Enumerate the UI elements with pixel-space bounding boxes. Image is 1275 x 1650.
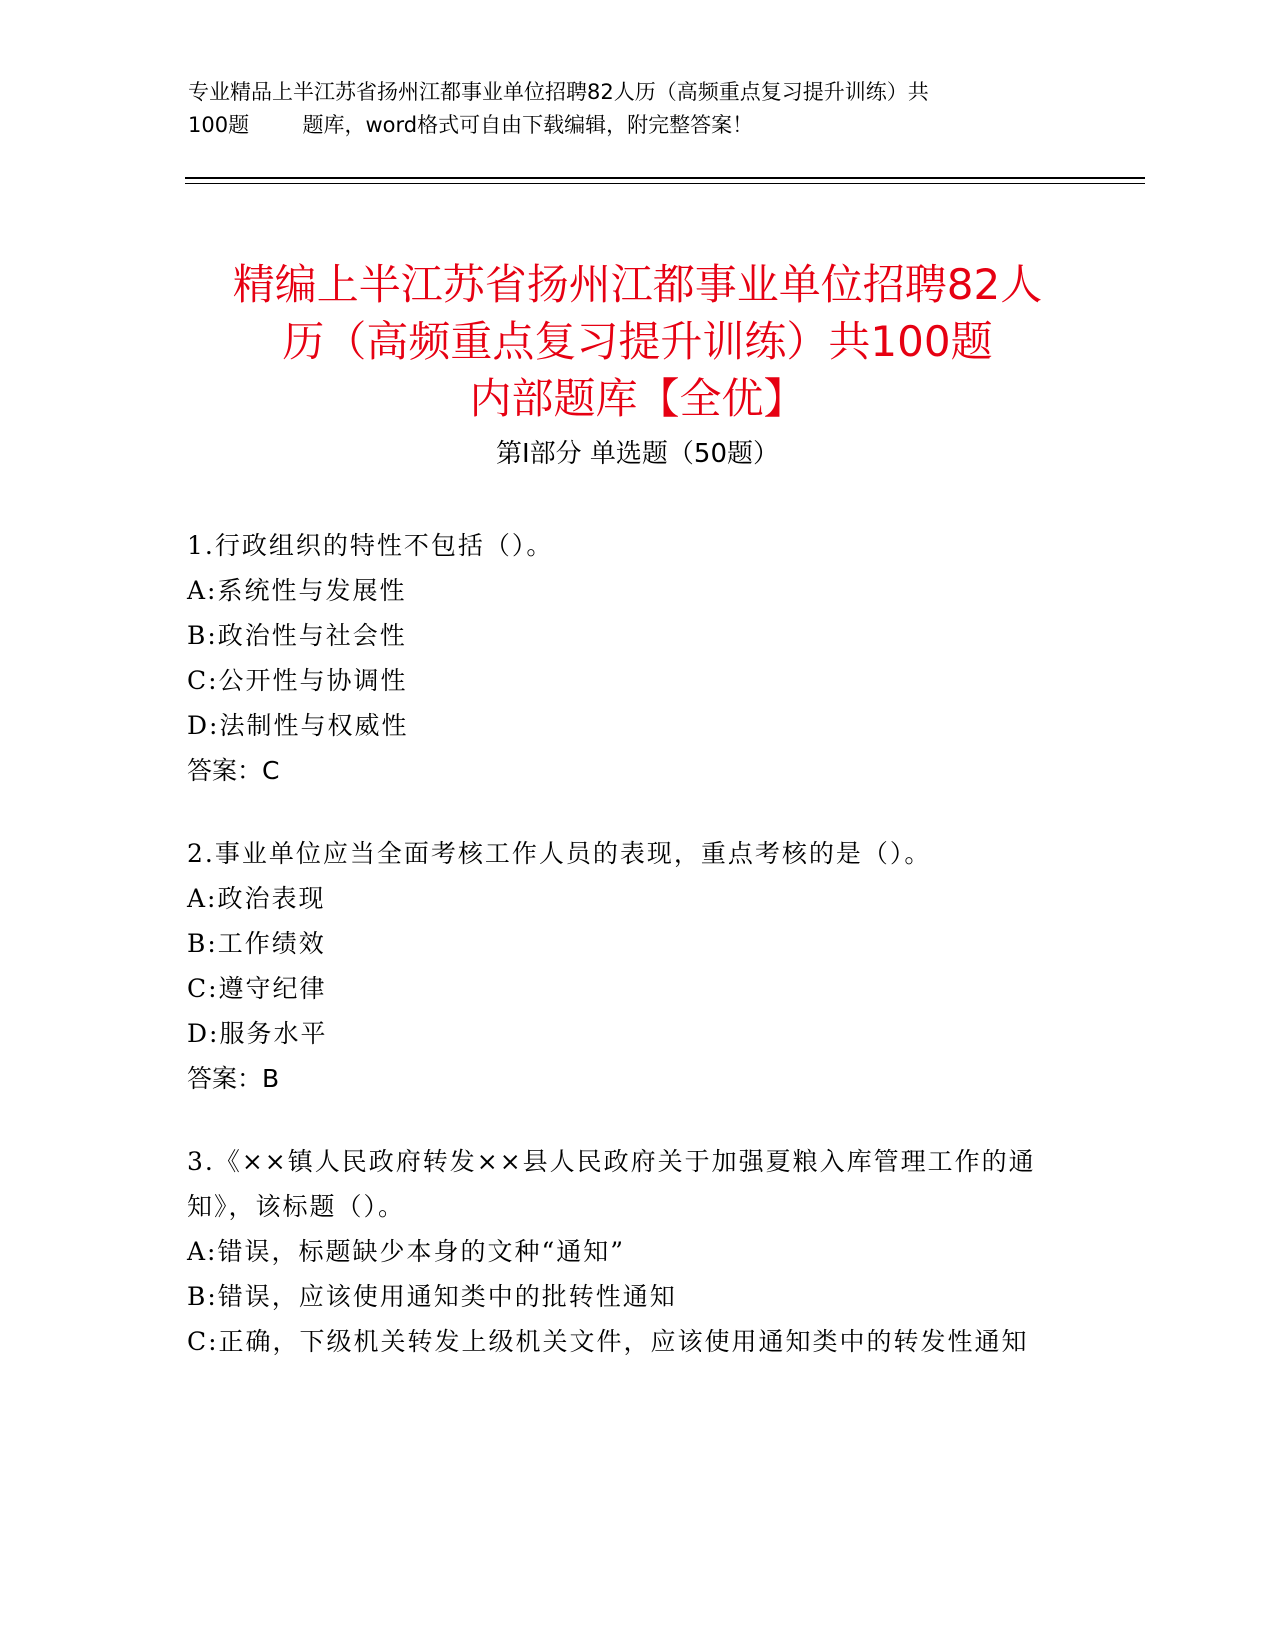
question-option: D:法制性与权威性: [187, 711, 409, 740]
question-item: [187, 1139, 1067, 1364]
question-option: A:政治表现: [187, 884, 326, 913]
header-divider-thick: [185, 177, 1145, 179]
question-option: C:遵守纪律: [187, 974, 327, 1003]
question-answer: 答案：C: [187, 756, 280, 785]
question-option: D:服务水平: [187, 1019, 328, 1048]
question-answer: 答案：B: [187, 1064, 280, 1093]
document-title-line-1: 精编上半江苏省扬州江都事业单位招聘82人: [232, 260, 1043, 310]
header-note-line-2: 100题 题库，word格式可自由下载编辑，附完整答案！: [188, 113, 754, 137]
section-heading: 第I部分 单选题（50题）: [495, 439, 780, 469]
question-option: C:正确，下级机关转发上级机关文件，应该使用通知类中的转发性通知: [187, 1327, 1029, 1356]
question-option: B:工作绩效: [187, 929, 326, 958]
question-item: [187, 831, 1067, 1101]
document-header-note: [188, 76, 1088, 142]
header-note-line-1: 专业精品上半江苏省扬州江都事业单位招聘82人历（高频重点复习提升训练）共: [188, 80, 929, 104]
document-title-line-2: 历（高频重点复习提升训练）共100题: [282, 317, 993, 367]
question-option: B:错误，应该使用通知类中的批转性通知: [187, 1282, 677, 1311]
question-option: B:政治性与社会性: [187, 621, 407, 650]
question-stem: 1.行政组织的特性不包括（）。: [187, 531, 554, 560]
document-title-line-3: 内部题库【全优】: [469, 374, 806, 424]
question-option: A:错误，标题缺少本身的文种“通知”: [187, 1237, 626, 1266]
header-divider-thin: [185, 183, 1145, 184]
question-option: C:公开性与协调性: [187, 666, 408, 695]
question-item: [187, 523, 1067, 793]
document-title: [150, 256, 1125, 427]
question-stem: 3.《××镇人民政府转发××县人民政府关于加强夏粮入库管理工作的通知》，该标题（）。: [187, 1147, 1036, 1221]
question-option: A:系统性与发展性: [187, 576, 407, 605]
question-list: [187, 523, 1067, 1402]
question-stem: 2.事业单位应当全面考核工作人员的表现，重点考核的是（）。: [187, 839, 932, 868]
